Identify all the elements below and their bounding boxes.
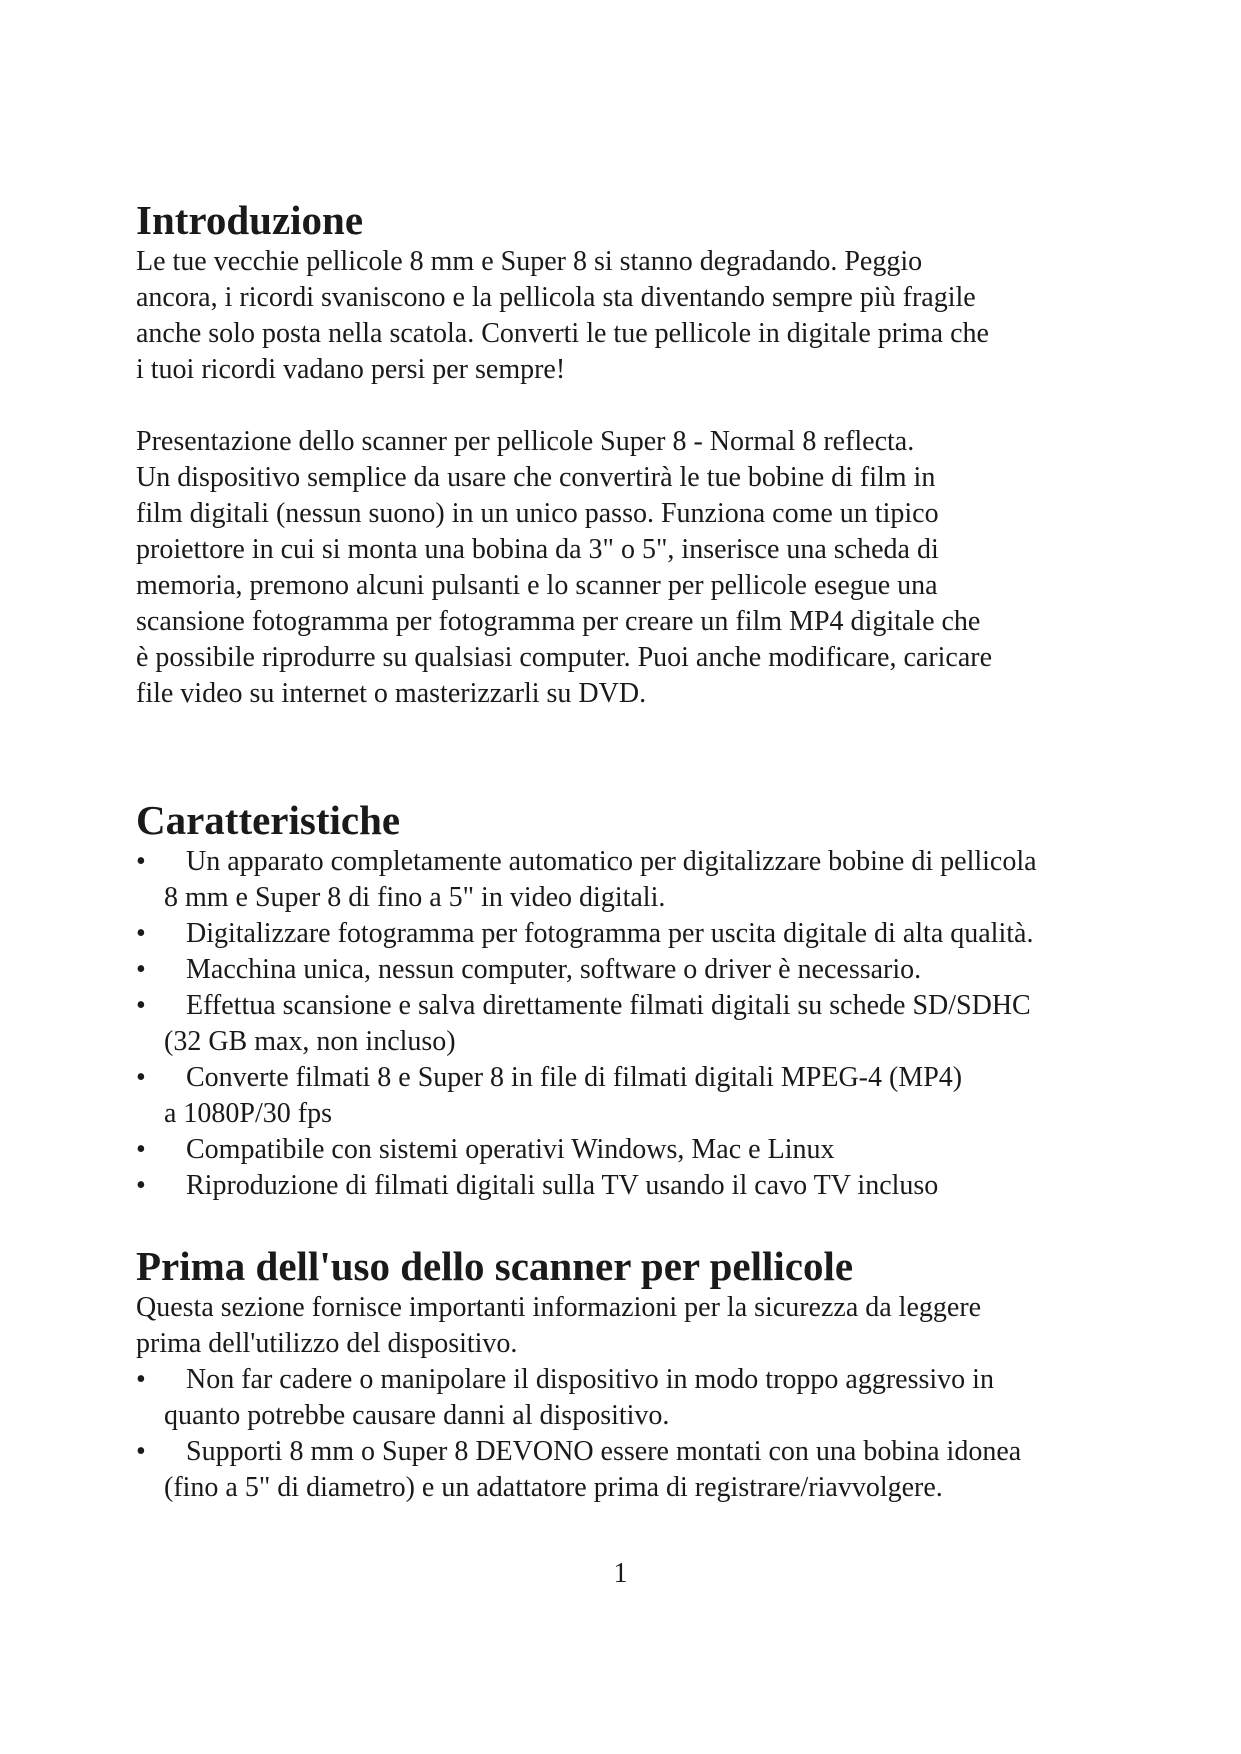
list-item: • Macchina unica, nessun computer, software o driver è necessario. <box>136 952 1136 988</box>
before-use-heading: Prima dell'uso dello scanner per pellicole <box>136 1243 854 1289</box>
list-item: • Supporti 8 mm o Super 8 DEVONO essere montati con una bobina idonea (fino a 5" di diametro) e un adattatore prima di registrare/riavvolgere. <box>136 1436 1022 1503</box>
bullet-icon: • <box>136 1364 146 1395</box>
intro-paragraph-1 <box>136 244 1136 388</box>
list-item: • Un apparato completamente automatico per digitalizzare bobine di pellicola 8 mm e Super 8 di fino a 5" in video digitali. <box>136 846 1037 913</box>
text-line: i tuoi ricordi vadano persi per sempre! <box>136 354 566 385</box>
text-line: film digitali (nessun suono) in un unico passo. Funziona come un tipico <box>136 498 939 529</box>
before-use-intro <box>136 1290 1136 1362</box>
list-item: • Non far cadere o manipolare il dispositivo in modo troppo aggressivo in quanto potrebbe causare danni al dispositivo. <box>136 1364 994 1431</box>
list-item: • Effettua scansione e salva direttamente filmati digitali su schede SD/SDHC (32 GB max, non incluso) <box>136 990 1031 1057</box>
bullet-icon: • <box>136 954 146 985</box>
intro-heading: Introduzione <box>136 197 364 243</box>
intro-paragraph-2 <box>136 424 1136 712</box>
text-line: proiettore in cui si monta una bobina da 3" o 5", inserisce una scheda di <box>136 534 939 565</box>
list-item: • Converte filmati 8 e Super 8 in file di filmati digitali MPEG-4 (MP4) a 1080P/30 fps <box>136 1062 963 1129</box>
bullet-icon: • <box>136 1436 146 1467</box>
features-list <box>136 844 1136 1204</box>
text-line: Questa sezione fornisce importanti informazioni per la sicurezza da leggere <box>136 1292 982 1323</box>
list-item: • Compatibile con sistemi operativi Windows, Mac e Linux <box>136 1132 1136 1168</box>
bullet-icon: • <box>136 918 146 949</box>
text-line: Presentazione dello scanner per pellicole Super 8 - Normal 8 reflecta. <box>136 426 915 457</box>
page-number: 1 <box>613 1558 628 1589</box>
features-heading: Caratteristiche <box>136 797 401 843</box>
text-line: è possibile riprodurre su qualsiasi computer. Puoi anche modificare, caricare <box>136 642 993 673</box>
text-line: anche solo posta nella scatola. Converti le tue pellicole in digitale prima che <box>136 318 989 349</box>
text-line: ancora, i ricordi svaniscono e la pellicola sta diventando sempre più fragile <box>136 282 976 313</box>
document-page <box>136 196 1136 1506</box>
text-line: Le tue vecchie pellicole 8 mm e Super 8 si stanno degradando. Peggio <box>136 246 923 277</box>
bullet-icon: • <box>136 1062 146 1093</box>
bullet-icon: • <box>136 1170 146 1201</box>
bullet-icon: • <box>136 1134 146 1165</box>
text-line: Un dispositivo semplice da usare che convertirà le tue bobine di film in <box>136 462 936 493</box>
list-item: • Riproduzione di filmati digitali sulla TV usando il cavo TV incluso <box>136 1168 1136 1204</box>
bullet-icon: • <box>136 846 146 877</box>
text-line: memoria, premono alcuni pulsanti e lo scanner per pellicole esegue una <box>136 570 938 601</box>
text-line: scansione fotogramma per fotogramma per creare un film MP4 digitale che <box>136 606 981 637</box>
safety-list <box>136 1362 1136 1506</box>
bullet-icon: • <box>136 990 146 1021</box>
text-line: prima dell'utilizzo del dispositivo. <box>136 1328 518 1359</box>
text-line: file video su internet o masterizzarli su DVD. <box>136 678 647 709</box>
list-item: • Digitalizzare fotogramma per fotogramma per uscita digitale di alta qualità. <box>136 916 1136 952</box>
